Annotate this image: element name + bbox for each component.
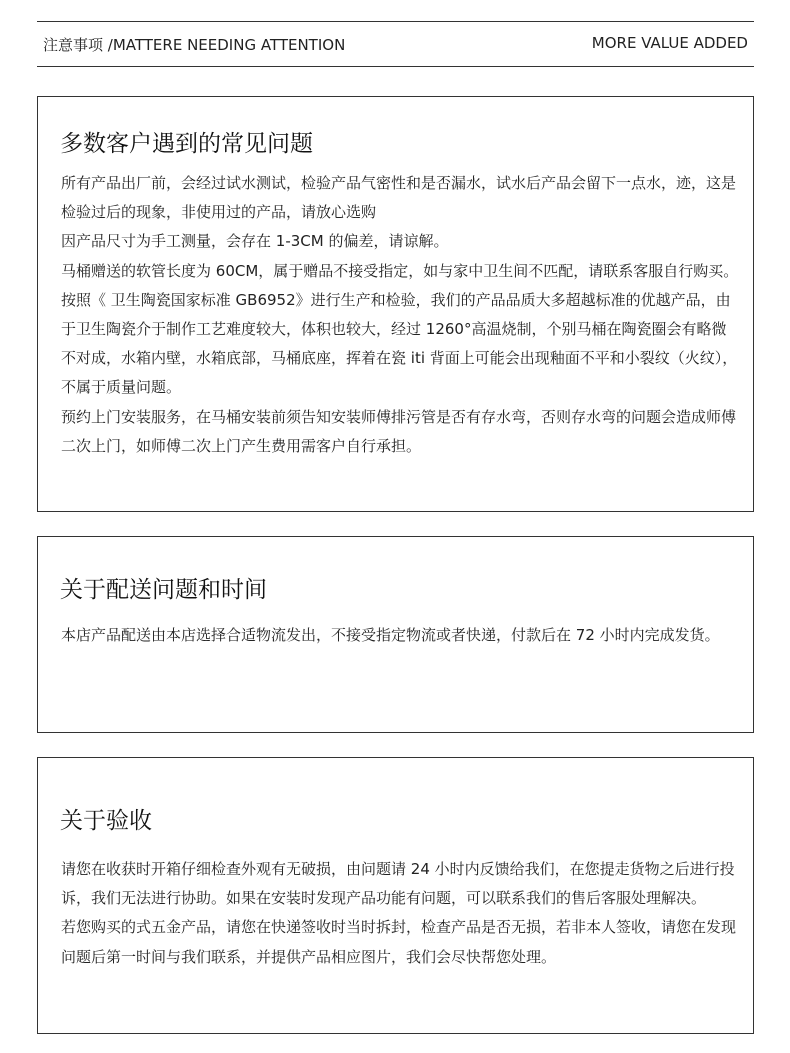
page-header: [37, 21, 754, 67]
paragraph: 本店产品配送由本店选择合适物流发出，不接受指定物流或者快递，付款后在 72 小时内完成发货。: [61, 626, 720, 644]
section-body: [61, 855, 741, 972]
section-body: [61, 169, 741, 461]
section-common-questions: [37, 96, 754, 512]
paragraph: 按照《 卫生陶瓷国家标准 GB6952》进行生产和检验，我们的产品品质大多超越标准的优越产品，由于卫生陶瓷介于制作工艺难度较大，体积也较大，经过 1260°高温烧制，个别马桶在陶瓷圈会有略微不对成，水箱内壁，水箱底部，马桶底座，挥着在瓷 iti 背面上可能会出现釉面不平和小裂纹（火纹），不属于质量问题。: [61, 290, 738, 397]
section-delivery: [37, 536, 754, 733]
section-title: 关于配送问题和时间: [60, 577, 267, 603]
header-subtitle: MORE VALUE ADDED: [591, 34, 748, 52]
paragraph: 所有产品出厂前，会经过试水测试，检验产品气密性和是否漏水，试水后产品会留下一点水，迹，这是检验过后的现象，非使用过的产品，请放心选购: [61, 174, 737, 222]
section-title: 关于验收: [60, 808, 152, 834]
paragraph: 预约上门安装服务，在马桶安装前须告知安装师傅排污管是否有存水弯，否则存水弯的问题会造成师傅二次上门，如师傅二次上门产生费用需客户自行承担。: [61, 407, 737, 455]
section-title: 多数客户遇到的常见问题: [60, 131, 313, 157]
section-acceptance: [37, 757, 754, 1034]
paragraph: 因产品尺寸为手工测量，会存在 1-3CM 的偏差，请谅解。: [61, 232, 449, 251]
header-title: 注意事项 /MATTERE NEEDING ATTENTION: [43, 36, 346, 54]
section-body: [61, 621, 741, 650]
paragraph: 请您在收获时开箱仔细检查外观有无破损，由问题请 24 小时内反馈给我们，在您提走货物之后进行投诉，我们无法进行协助。如果在安装时发现产品功能有问题，可以联系我们的售后客服处理解决。: [61, 860, 735, 908]
paragraph: 若您购买的式五金产品，请您在快递签收时当时拆封，检查产品是否无损，若非本人签收，请您在发现问题后第一时间与我们联系，并提供产品相应图片，我们会尽快帮您处理。: [61, 918, 737, 966]
paragraph: 马桶赠送的软管长度为 60CM，属于赠品不接受指定，如与家中卫生间不匹配，请联系客服自行购买。: [61, 261, 739, 280]
